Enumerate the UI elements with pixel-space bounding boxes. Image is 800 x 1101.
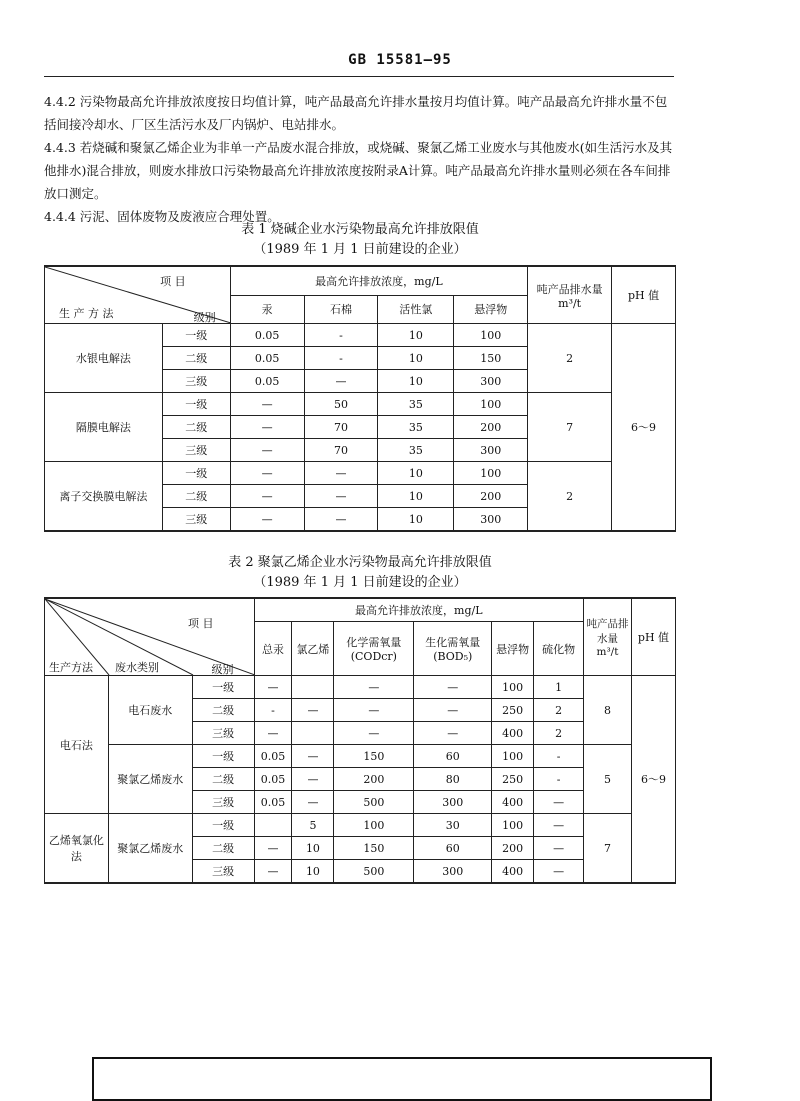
- value-cell: 5: [292, 814, 334, 837]
- col-header: 汞: [230, 295, 304, 323]
- value-cell: 100: [334, 814, 414, 837]
- table2-title: 表 2 聚氯乙烯企业水污染物最高允许排放限值: [228, 555, 492, 570]
- grade-cell: 二级: [162, 347, 230, 370]
- value-cell: 0.05: [230, 370, 304, 393]
- col-header: 悬浮物: [492, 622, 534, 676]
- value-cell: —: [414, 722, 492, 745]
- col-header: 悬浮物: [454, 295, 528, 323]
- value-cell: [292, 722, 334, 745]
- grade-cell: 一级: [162, 324, 230, 347]
- value-cell: —: [534, 814, 584, 837]
- value-cell: 100: [454, 393, 528, 416]
- paragraph-4-4-3: 4.4.3 若烧碱和聚氯乙烯企业为非单一产品废水混合排放，或烧碱、聚氯乙烯工业废水与其他废水(如生活污水及其他排水)混合排放，则废水排放口污染物最高允许排放浓度按附录A计算。吨产品最高允许排水量则必须在各车间排放口测定。: [44, 140, 673, 201]
- method-cell: 离子交换膜电解法: [45, 462, 163, 532]
- value-cell: —: [230, 439, 304, 462]
- col-header: 石棉: [304, 295, 378, 323]
- table2: [44, 597, 676, 884]
- grade-cell: 一级: [162, 462, 230, 485]
- value-cell: -: [534, 745, 584, 768]
- value-cell: —: [334, 676, 414, 699]
- table2-subtitle: （1989 年 1 月 1 日前建设的企业）: [253, 575, 467, 590]
- value-cell: —: [230, 462, 304, 485]
- grade-cell: 三级: [162, 370, 230, 393]
- col-header: 氯乙烯: [292, 622, 334, 676]
- value-cell: 35: [378, 416, 454, 439]
- standard-number: GB 15581—95: [348, 52, 452, 68]
- value-cell: —: [292, 791, 334, 814]
- value-cell: -: [304, 324, 378, 347]
- value-cell: 10: [292, 860, 334, 884]
- value-cell: —: [230, 393, 304, 416]
- value-cell: —: [254, 860, 292, 884]
- value-cell: 300: [414, 791, 492, 814]
- value-cell: —: [304, 370, 378, 393]
- col-header: 化学需氧量(CODcr): [334, 622, 414, 676]
- value-cell: —: [254, 722, 292, 745]
- value-cell: —: [414, 676, 492, 699]
- table1-caption: [44, 220, 676, 260]
- type-cell: 聚氯乙烯废水: [108, 814, 192, 884]
- value-cell: 100: [492, 745, 534, 768]
- value-cell: —: [230, 485, 304, 508]
- value-cell: 50: [304, 393, 378, 416]
- table-row: [45, 676, 676, 699]
- value-cell: —: [292, 768, 334, 791]
- value-cell: 80: [414, 768, 492, 791]
- value-cell: 10: [378, 462, 454, 485]
- value-cell: 100: [492, 814, 534, 837]
- grade-cell: 三级: [162, 439, 230, 462]
- type-cell: 电石废水: [108, 676, 192, 745]
- water-header-unit: m³/t: [558, 296, 582, 310]
- table1-title: 表 1 烧碱企业水污染物最高允许排放限值: [241, 222, 479, 237]
- value-cell: 300: [454, 439, 528, 462]
- value-cell: 2: [534, 699, 584, 722]
- value-cell: 0.05: [230, 347, 304, 370]
- value-cell: —: [292, 745, 334, 768]
- value-cell: -: [304, 347, 378, 370]
- water-cell: 5: [584, 745, 632, 814]
- value-cell: —: [304, 462, 378, 485]
- method-cell: 电石法: [45, 676, 109, 814]
- corner-type-label: 废水类别: [115, 661, 159, 674]
- value-cell: 200: [454, 485, 528, 508]
- value-cell: —: [304, 485, 378, 508]
- value-cell: —: [230, 416, 304, 439]
- value-cell: 1: [534, 676, 584, 699]
- water-cell: 7: [528, 393, 612, 462]
- water-cell: 2: [528, 324, 612, 393]
- water-header-label: 吨产品排水量: [586, 618, 629, 645]
- value-cell: 10: [292, 837, 334, 860]
- table2-corner-header: [45, 598, 255, 676]
- grade-cell: 二级: [192, 699, 254, 722]
- grade-cell: 一级: [192, 676, 254, 699]
- value-cell: 60: [414, 837, 492, 860]
- table1-corner-header: [45, 266, 231, 324]
- grade-cell: 三级: [192, 860, 254, 884]
- table-row: [45, 745, 676, 768]
- value-cell: 400: [492, 722, 534, 745]
- value-cell: 100: [454, 324, 528, 347]
- value-cell: 250: [492, 699, 534, 722]
- value-cell: 10: [378, 370, 454, 393]
- value-cell: —: [414, 699, 492, 722]
- col-header: 硫化物: [534, 622, 584, 676]
- value-cell: 60: [414, 745, 492, 768]
- value-cell: 500: [334, 791, 414, 814]
- grade-cell: 二级: [192, 837, 254, 860]
- corner-item-label: 项 目: [160, 275, 186, 288]
- grade-cell: 一级: [192, 814, 254, 837]
- value-cell: 10: [378, 347, 454, 370]
- value-cell: 400: [492, 791, 534, 814]
- value-cell: 400: [492, 860, 534, 884]
- corner-method-label: 生产方法: [49, 661, 93, 674]
- value-cell: -: [254, 699, 292, 722]
- value-cell: —: [534, 860, 584, 884]
- corner-grade-label: 级别: [193, 311, 216, 324]
- value-cell: 300: [414, 860, 492, 884]
- value-cell: 300: [454, 370, 528, 393]
- water-cell: 2: [528, 462, 612, 532]
- corner-method-label: 生 产 方 法: [59, 307, 114, 320]
- value-cell: 100: [454, 462, 528, 485]
- value-cell: —: [254, 837, 292, 860]
- table1: [44, 265, 676, 532]
- table-row: [45, 814, 676, 837]
- value-cell: 150: [334, 745, 414, 768]
- method-cell: 乙烯氧氯化法: [45, 814, 109, 884]
- value-cell: —: [534, 791, 584, 814]
- value-cell: 70: [304, 439, 378, 462]
- type-cell: 聚氯乙烯废水: [108, 745, 192, 814]
- method-cell: 水银电解法: [45, 324, 163, 393]
- corner-grade-label: 级别: [211, 663, 234, 676]
- value-cell: 300: [454, 508, 528, 532]
- value-cell: 2: [534, 722, 584, 745]
- water-header-label: 吨产品排水量: [536, 282, 603, 296]
- value-cell: —: [304, 508, 378, 532]
- value-cell: —: [254, 676, 292, 699]
- water-header: [528, 266, 612, 324]
- water-header-unit: m³/t: [596, 646, 619, 658]
- value-cell: -: [534, 768, 584, 791]
- value-cell: —: [334, 699, 414, 722]
- col-header: 活性氯: [378, 295, 454, 323]
- paragraph-4-4-2: 4.4.2 污染物最高允许排放浓度按日均值计算，吨产品最高允许排水量按月均值计算。吨产品最高允许排水量不包括间接冷却水、厂区生活污水及厂内锅炉、电站排水。: [44, 94, 668, 132]
- water-cell: 8: [584, 676, 632, 745]
- ph-cell: 6～9: [631, 676, 675, 884]
- value-cell: —: [534, 837, 584, 860]
- value-cell: 150: [334, 837, 414, 860]
- grade-cell: 二级: [192, 768, 254, 791]
- col-header: 生化需氧量(BOD₅): [414, 622, 492, 676]
- value-cell: 10: [378, 485, 454, 508]
- value-cell: 100: [492, 676, 534, 699]
- value-cell: 0.05: [230, 324, 304, 347]
- table1-subtitle: （1989 年 1 月 1 日前建设的企业）: [253, 242, 467, 257]
- value-cell: 10: [378, 324, 454, 347]
- water-header: [584, 598, 632, 676]
- ph-cell: 6～9: [612, 324, 676, 532]
- value-cell: 0.05: [254, 791, 292, 814]
- value-cell: 500: [334, 860, 414, 884]
- conc-header: 最高允许排放浓度，mg/L: [254, 598, 584, 622]
- value-cell: 30: [414, 814, 492, 837]
- grade-cell: 二级: [162, 485, 230, 508]
- table-row: [45, 393, 676, 416]
- col-header: 总汞: [254, 622, 292, 676]
- ph-header: pH 值: [612, 266, 676, 324]
- value-cell: [254, 814, 292, 837]
- header-rule: [44, 76, 674, 77]
- value-cell: 10: [378, 508, 454, 532]
- value-cell: 0.05: [254, 745, 292, 768]
- grade-cell: 三级: [192, 722, 254, 745]
- corner-item-label: 项 目: [188, 617, 214, 630]
- table-row: [45, 462, 676, 485]
- value-cell: —: [230, 508, 304, 532]
- grade-cell: 三级: [162, 508, 230, 532]
- table-row: [45, 324, 676, 347]
- value-cell: 200: [334, 768, 414, 791]
- grade-cell: 一级: [162, 393, 230, 416]
- value-cell: 200: [454, 416, 528, 439]
- value-cell: 70: [304, 416, 378, 439]
- value-cell: 250: [492, 768, 534, 791]
- value-cell: 200: [492, 837, 534, 860]
- value-cell: —: [334, 722, 414, 745]
- value-cell: —: [292, 699, 334, 722]
- ph-header: pH 值: [631, 598, 675, 676]
- water-cell: 7: [584, 814, 632, 884]
- table2-caption: [44, 553, 676, 593]
- grade-cell: 二级: [162, 416, 230, 439]
- method-cell: 隔膜电解法: [45, 393, 163, 462]
- value-cell: 0.05: [254, 768, 292, 791]
- value-cell: 150: [454, 347, 528, 370]
- value-cell: 35: [378, 439, 454, 462]
- value-cell: 35: [378, 393, 454, 416]
- grade-cell: 三级: [192, 791, 254, 814]
- grade-cell: 一级: [192, 745, 254, 768]
- conc-header: 最高允许排放浓度，mg/L: [230, 266, 528, 295]
- paragraph-4-4-4: 4.4.4 污泥、固体废物及废液应合理处置。: [44, 209, 280, 224]
- bottom-frame-box: [92, 1057, 712, 1101]
- value-cell: [292, 676, 334, 699]
- body-text: [44, 90, 676, 228]
